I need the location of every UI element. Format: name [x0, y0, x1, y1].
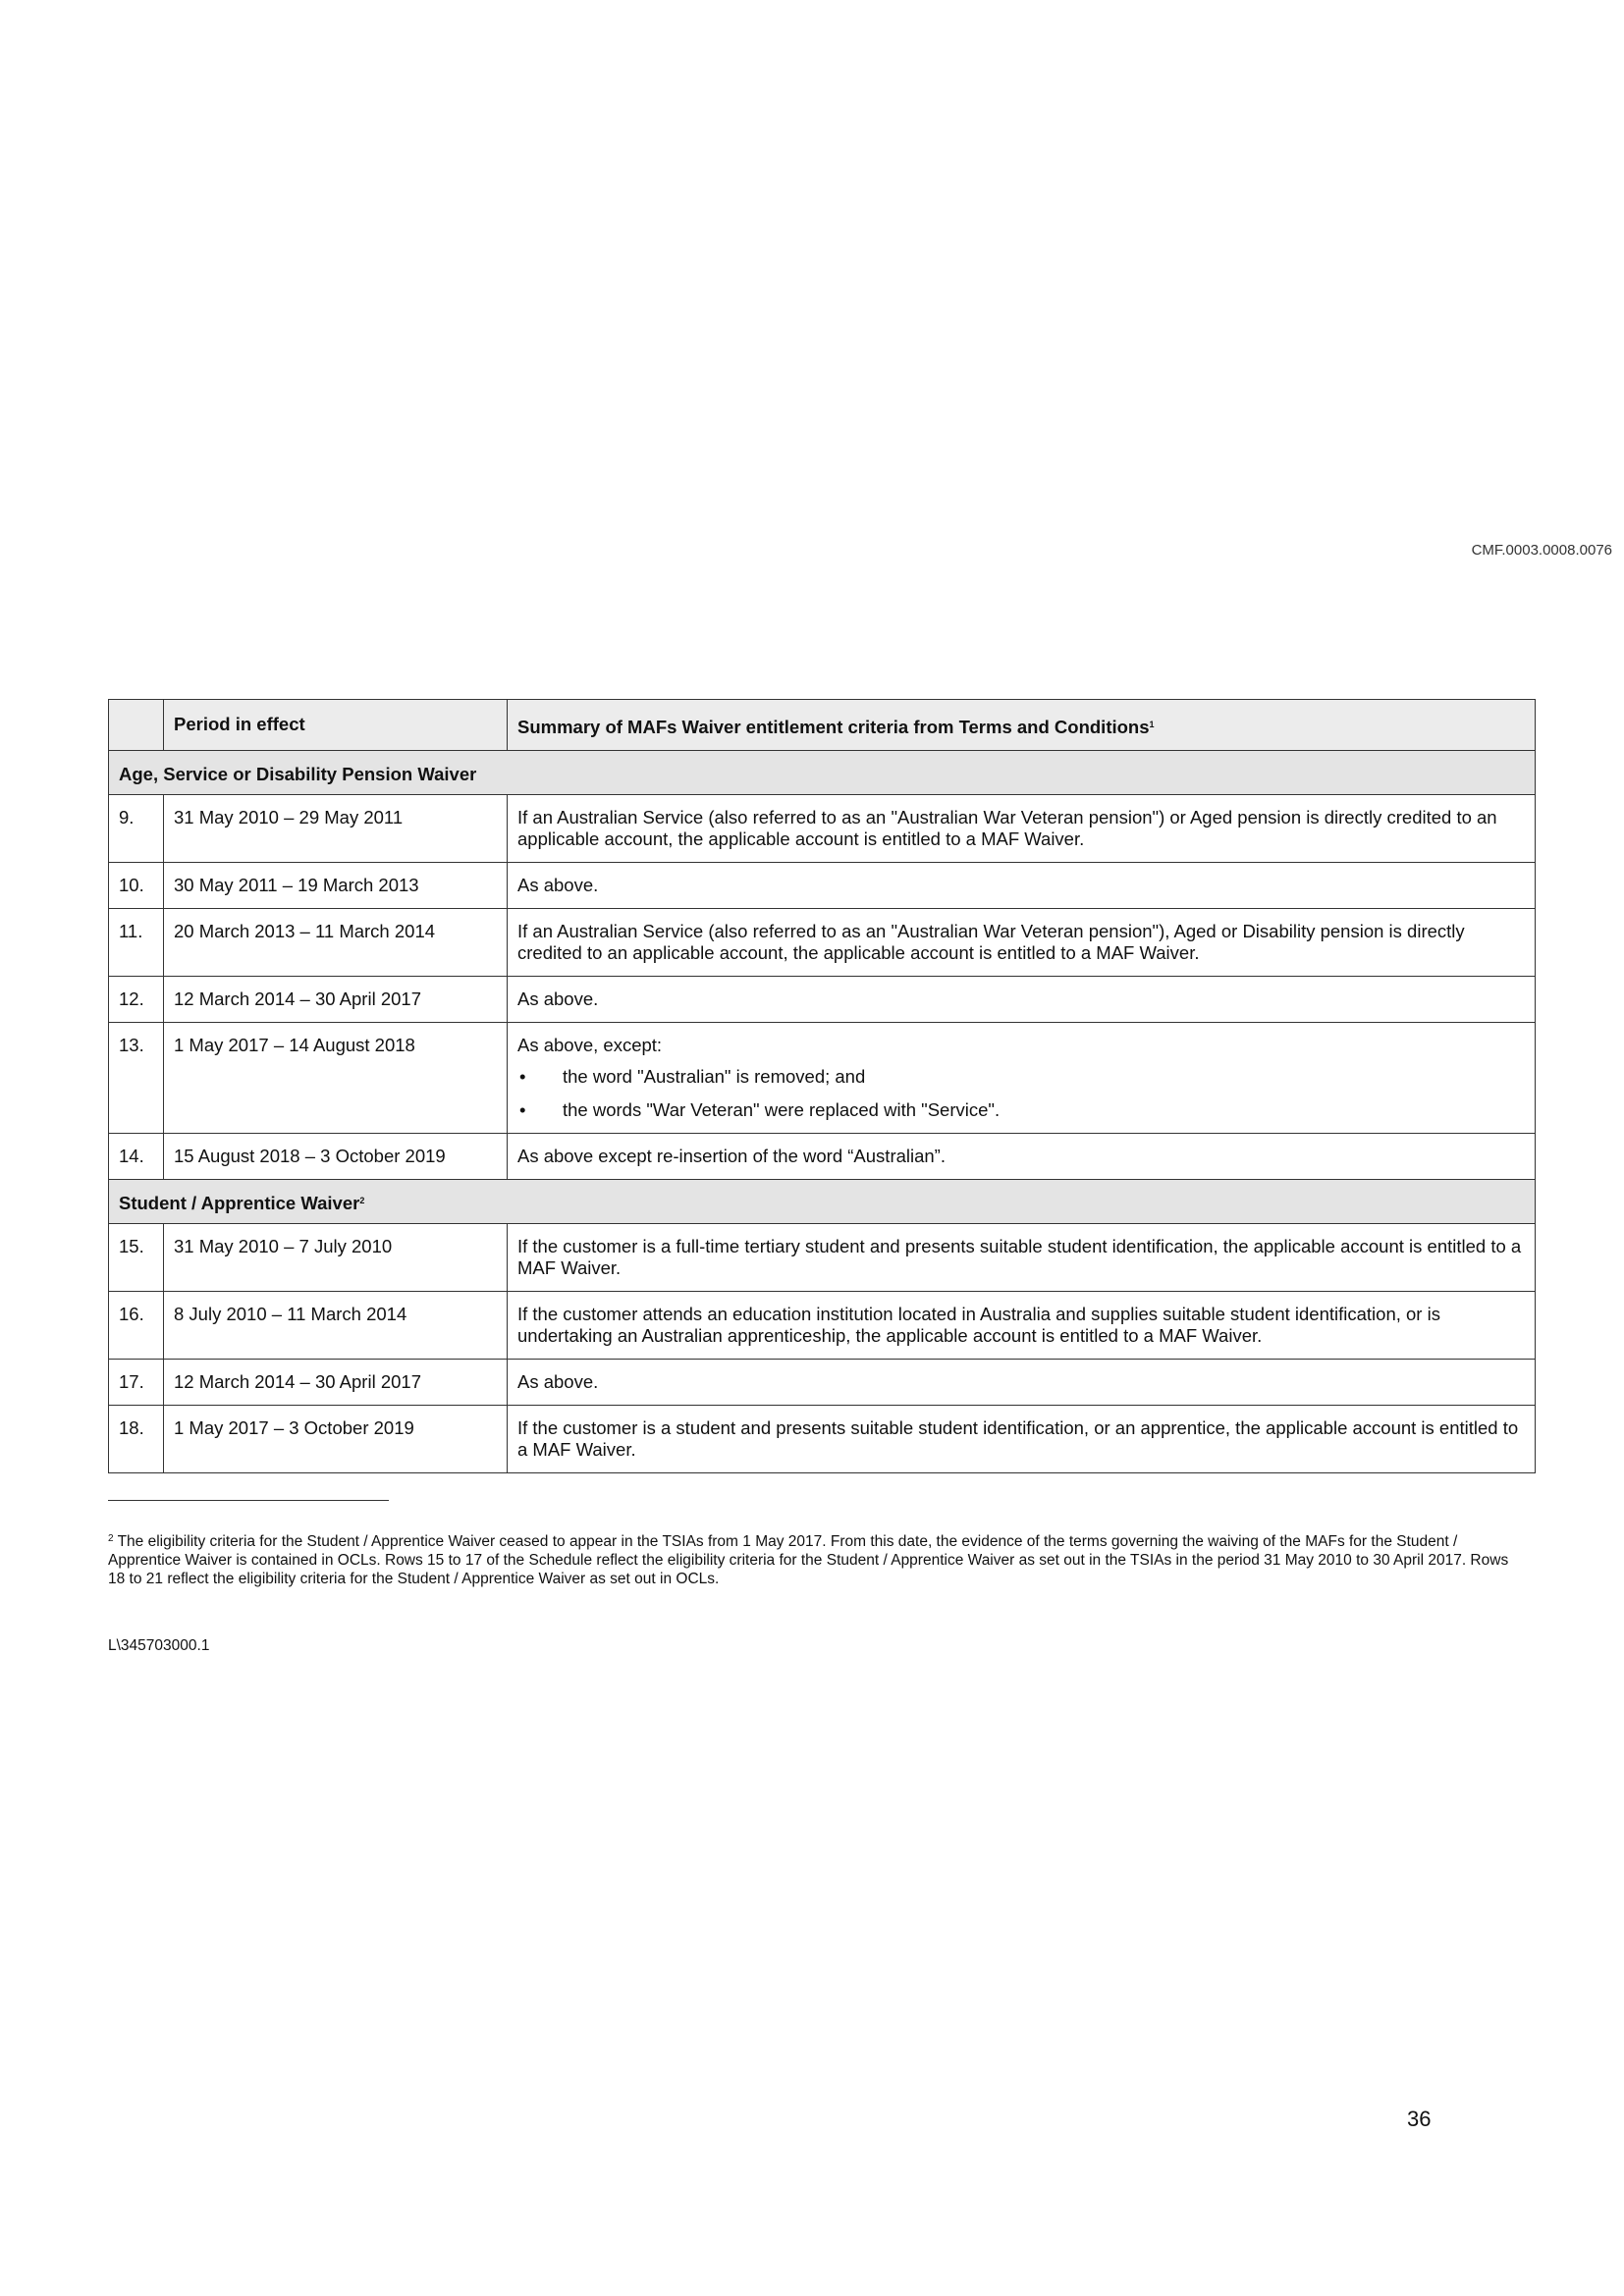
document-id: CMF.0003.0008.0076 — [1471, 542, 1612, 559]
page-number: 36 — [1407, 2107, 1432, 2131]
section-title-text: Age, Service or Disability Pension Waiver — [119, 764, 477, 784]
table-row — [109, 1292, 1536, 1360]
section-row — [109, 751, 1536, 795]
row-number: 9. — [109, 795, 164, 863]
list-item — [517, 1066, 1525, 1088]
document-reference: L\345703000.1 — [108, 1637, 210, 1654]
row-summary — [508, 1406, 1536, 1473]
row-number: 15. — [109, 1224, 164, 1292]
row-number: 17. — [109, 1360, 164, 1406]
row-number: 14. — [109, 1134, 164, 1180]
row-summary-text: If the customer is a full-time tertiary student and presents suitable student identification, the applicable account is entitled to a MAF Waiver. — [517, 1236, 1522, 1278]
row-number: 12. — [109, 977, 164, 1023]
section-footnote-ref: 2 — [359, 1196, 365, 1205]
row-summary — [508, 1023, 1536, 1134]
row-summary-text: As above, except: — [517, 1035, 663, 1055]
row-period: 31 May 2010 – 29 May 2011 — [164, 795, 508, 863]
row-summary — [508, 1360, 1536, 1406]
table-row — [109, 1406, 1536, 1473]
row-summary-text: As above except re-insertion of the word “Australian”. — [517, 1146, 946, 1166]
table-row — [109, 1224, 1536, 1292]
table-row — [109, 795, 1536, 863]
table-row — [109, 977, 1536, 1023]
table-row — [109, 909, 1536, 977]
row-period: 15 August 2018 – 3 October 2019 — [164, 1134, 508, 1180]
row-period: 12 March 2014 – 30 April 2017 — [164, 1360, 508, 1406]
row-summary — [508, 863, 1536, 909]
table-body — [109, 751, 1536, 1473]
row-summary-text: As above. — [517, 988, 599, 1009]
table-row — [109, 1023, 1536, 1134]
row-number: 13. — [109, 1023, 164, 1134]
row-period: 1 May 2017 – 14 August 2018 — [164, 1023, 508, 1134]
row-period: 1 May 2017 – 3 October 2019 — [164, 1406, 508, 1473]
row-summary-text: If the customer attends an education institution located in Australia and supplies suitable student identification, or is undertaking an Australian apprenticeship, the applicable account is entitled to a MAF Waiver. — [517, 1304, 1440, 1346]
row-number: 11. — [109, 909, 164, 977]
row-summary-text: If the customer is a student and presents suitable student identification, or an apprentice, the applicable account is entitled to a MAF Waiver. — [517, 1417, 1519, 1460]
bullet-text: the word "Australian" is removed; and — [563, 1066, 866, 1087]
list-item — [517, 1099, 1525, 1121]
row-period: 31 May 2010 – 7 July 2010 — [164, 1224, 508, 1292]
row-summary — [508, 977, 1536, 1023]
bullet-text: the words "War Veteran" were replaced with "Service". — [563, 1099, 1001, 1120]
header-summary-text: Summary of MAFs Waiver entitlement criteria from Terms and Conditions — [517, 717, 1150, 737]
row-number: 16. — [109, 1292, 164, 1360]
section-title-text: Student / Apprentice Waiver — [119, 1193, 360, 1213]
section-title — [109, 1180, 1536, 1224]
footnote — [108, 1529, 1522, 1588]
waiver-criteria-table — [108, 699, 1536, 1473]
row-number: 10. — [109, 863, 164, 909]
row-summary-text: As above. — [517, 1371, 599, 1392]
row-period: 12 March 2014 – 30 April 2017 — [164, 977, 508, 1023]
row-period: 8 July 2010 – 11 March 2014 — [164, 1292, 508, 1360]
bullet-list — [517, 1066, 1525, 1121]
table-row — [109, 863, 1536, 909]
row-period: 30 May 2011 – 19 March 2013 — [164, 863, 508, 909]
row-summary-text: If an Australian Service (also referred to as an "Australian War Veteran pension") or Aged pension is directly credited to an applicable account, the applicable account is entitled to a MAF Waiver. — [517, 807, 1497, 849]
row-summary-text: If an Australian Service (also referred to as an "Australian War Veteran pension"), Aged or Disability pension is directly credited to an applicable account, the applicable account is entitled to a MAF Waiver. — [517, 921, 1465, 963]
row-number: 18. — [109, 1406, 164, 1473]
header-summary — [508, 700, 1536, 751]
section-title — [109, 751, 1536, 795]
table-row — [109, 1134, 1536, 1180]
row-summary — [508, 909, 1536, 977]
bullet-icon: • — [519, 1099, 526, 1120]
header-period: Period in effect — [164, 700, 508, 751]
table-row — [109, 1360, 1536, 1406]
row-summary-text: As above. — [517, 875, 599, 895]
row-summary — [508, 1292, 1536, 1360]
row-period: 20 March 2013 – 11 March 2014 — [164, 909, 508, 977]
row-summary — [508, 795, 1536, 863]
header-number — [109, 700, 164, 751]
bullet-icon: • — [519, 1066, 526, 1087]
row-summary — [508, 1134, 1536, 1180]
footnote-separator — [108, 1500, 389, 1501]
footnote-marker: 2 — [108, 1533, 114, 1544]
row-summary — [508, 1224, 1536, 1292]
section-row — [109, 1180, 1536, 1224]
footnote-ref-1: 1 — [1149, 720, 1155, 729]
table-header-row — [109, 700, 1536, 751]
footnote-text: The eligibility criteria for the Student / Apprentice Waiver ceased to appear in the TSIAs from 1 May 2017. From this date, the evidence of the terms governing the waiving of the MAFs for the Student / Apprentice Waiver is contained in OCLs. Rows 15 to 17 of the Schedule reflect the eligibility criteria for the Student / Apprentice Waiver as set out in the TSIAs in the period 31 May 2010 to 30 April 2017. Rows 18 to 21 reflect the eligibility criteria for the Student / Apprentice Waiver as set out in OCLs. — [108, 1533, 1509, 1587]
